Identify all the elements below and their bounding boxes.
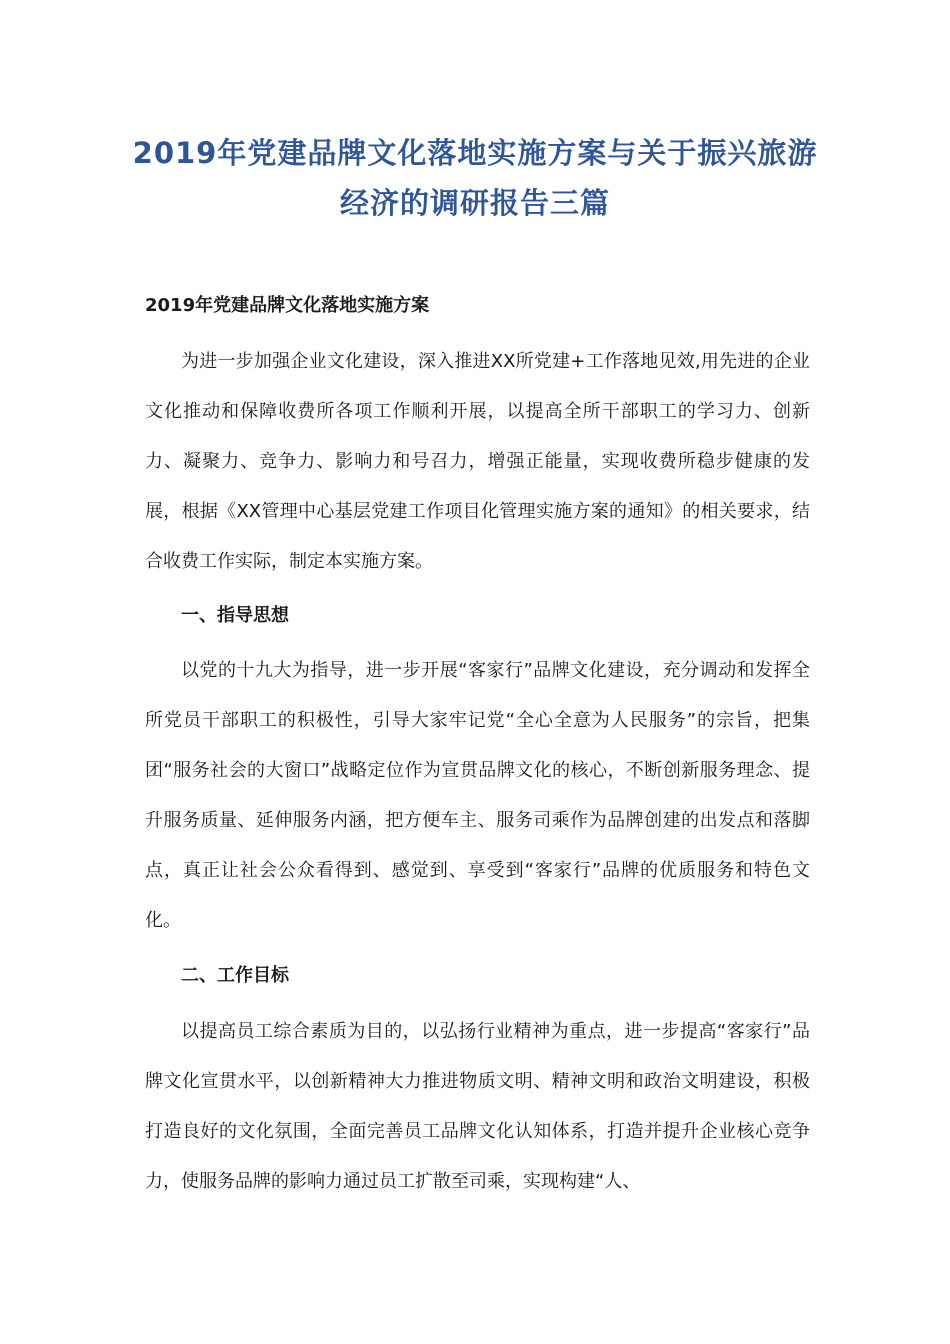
section-title: 2019年党建品牌文化落地实施方案 [145, 295, 430, 316]
guiding-thought-paragraph: 以党的十九大为指导，进一步开展“客家行”品牌文化建设，充分调动和发挥全所党员干部职工的积极性，引导大家牢记党“全心全意为人民服务”的宗旨，把集团“服务社会的大窗口”战略定位作为宣贯品牌文化的核心，不断创新服务理念、提升服务质量、延伸服务内涵，把方便车主、服务司乘作为品牌创建的出发点和落脚点，真正让社会公众看得到、感觉到、享受到“客家行”品牌的优质服务和特色文化。 [145, 660, 810, 931]
heading-guiding-thought: 一、指导思想 [181, 605, 289, 626]
document-title: 2019年党建品牌文化落地实施方案与关于振兴旅游经济的调研报告三篇 [132, 136, 818, 220]
heading-work-goal: 二、工作目标 [181, 965, 289, 986]
intro-paragraph: 为进一步加强企业文化建设，深入推进XX所党建+工作落地见效,用先进的企业文化推动和保障收费所各项工作顺利开展，以提高全所干部职工的学习力、创新力、凝聚力、竞争力、影响力和号召力，增强正能量，实现收费所稳步健康的发展，根据《XX管理中心基层党建工作项目化管理实施方案的通知》的相关要求，结合收费工作实际，制定本实施方案。 [145, 351, 810, 572]
work-goal-paragraph: 以提高员工综合素质为目的，以弘扬行业精神为重点，进一步提高“客家行”品牌文化宣贯水平，以创新精神大力推进物质文明、精神文明和政治文明建设，积极打造良好的文化氛围，全面完善员工品牌文化认知体系，打造并提升企业核心竞争力，使服务品牌的影响力通过员工扩散至司乘，实现构建“人、 [145, 1021, 810, 1192]
